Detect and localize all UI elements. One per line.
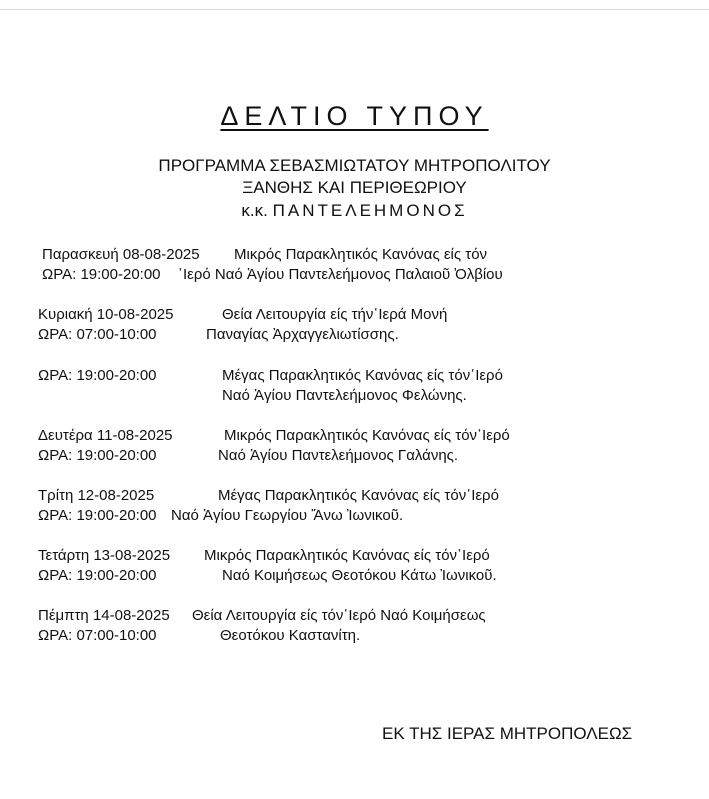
schedule-time: ΩΡΑ: 07:00-10:00	[38, 326, 157, 343]
metropolitan-name: ΠΑΝΤΕΛΕΗΜΟΝΟΣ	[272, 201, 468, 220]
schedule-time: ΩΡΑ: 07:00-10:00	[38, 627, 157, 644]
schedule-time: ΩΡΑ: 19:00-20:00	[38, 567, 157, 584]
schedule-event-line-1: Μέγας Παρακλητικός Κανόνας είς τόν῾Ιερό	[218, 487, 499, 504]
schedule-time: ΩΡΑ: 19:00-20:00	[42, 266, 161, 283]
schedule-day: Δευτέρα 11-08-2025	[38, 427, 173, 444]
schedule-event-line-2: Ναό Κοιμήσεως Θεοτόκου Κάτω Ἰωνικοῦ.	[222, 567, 497, 584]
page-title: ΔΕΛΤΙΟ ΤΥΠΟΥ	[220, 101, 489, 131]
footer-signature: ΕΚ ΤΗΣ ΙΕΡΑΣ ΜΗΤΡΟΠΟΛΕΩΣ	[382, 724, 633, 743]
schedule-time: ΩΡΑ: 19:00-20:00	[38, 447, 157, 464]
schedule-day: Κυριακή 10-08-2025	[38, 306, 174, 323]
schedule-event-line-1: Θεία Λειτουργία είς τόν῾Ιερό Ναό Κοιμήσεως	[192, 607, 486, 624]
schedule-event-line-2: Ναό Ἁγίου Γεωργίου Ἄνω Ἰωνικοῦ.	[171, 507, 404, 524]
schedule-event-line-1: Μικρός Παρακλητικός Κανόνας είς τόν῾Ιερό	[204, 547, 490, 564]
schedule-day: Τρίτη 12-08-2025	[38, 487, 155, 504]
subtitle-line-3	[0, 200, 709, 222]
schedule-day: Παρασκευή 08-08-2025	[42, 246, 200, 263]
schedule-time: ΩΡΑ: 19:00-20:00	[38, 367, 157, 384]
schedule-event-line-1: Μέγας Παρακλητικός Κανόνας είς τόν῾Ιερό	[222, 367, 503, 384]
schedule-time: ΩΡΑ: 19:00-20:00	[38, 507, 157, 524]
schedule-event-line-2: Ναό Ἁγίου Παντελεήμονος Γαλάνης.	[218, 447, 459, 464]
schedule-event-line-2: Ναό Ἁγίου Παντελεήμονος Φελώνης.	[222, 387, 467, 404]
schedule-event-line-1: Μικρός Παρακλητικός Κανόνας είς τόν῾Ιερό	[224, 427, 510, 444]
top-rule	[0, 0, 709, 10]
schedule-event-line-2: Παναγίας Ἀρχαγγελιωτίσσης.	[206, 326, 399, 343]
schedule-day: Τετάρτη 13-08-2025	[38, 547, 171, 564]
subtitle-line-1: ΠΡΟΓΡΑΜΜΑ ΣΕΒΑΣΜΙΩΤΑΤΟΥ ΜΗΤΡΟΠΟΛΙΤΟΥ	[158, 156, 551, 175]
subtitle-prefix: κ.κ.	[241, 201, 268, 220]
subtitle-line-2: ΞΑΝΘΗΣ ΚΑΙ ΠΕΡΙΘΕΩΡΙΟΥ	[242, 178, 467, 197]
schedule-event-line-1: Θεία Λειτουργία είς τήν῾Ιερά Μονή	[222, 306, 448, 323]
schedule-event-line-1: Μικρός Παρακλητικός Κανόνας είς τόν	[234, 246, 488, 263]
schedule-day: Πέμπτη 14-08-2025	[38, 607, 170, 624]
schedule-event-line-2: Θεοτόκου Καστανίτη.	[220, 627, 361, 644]
schedule-event-line-2: ῾Ιερό Ναό Ἁγίου Παντελεήμονος Παλαιοῦ Ὀλβίου	[178, 266, 503, 283]
